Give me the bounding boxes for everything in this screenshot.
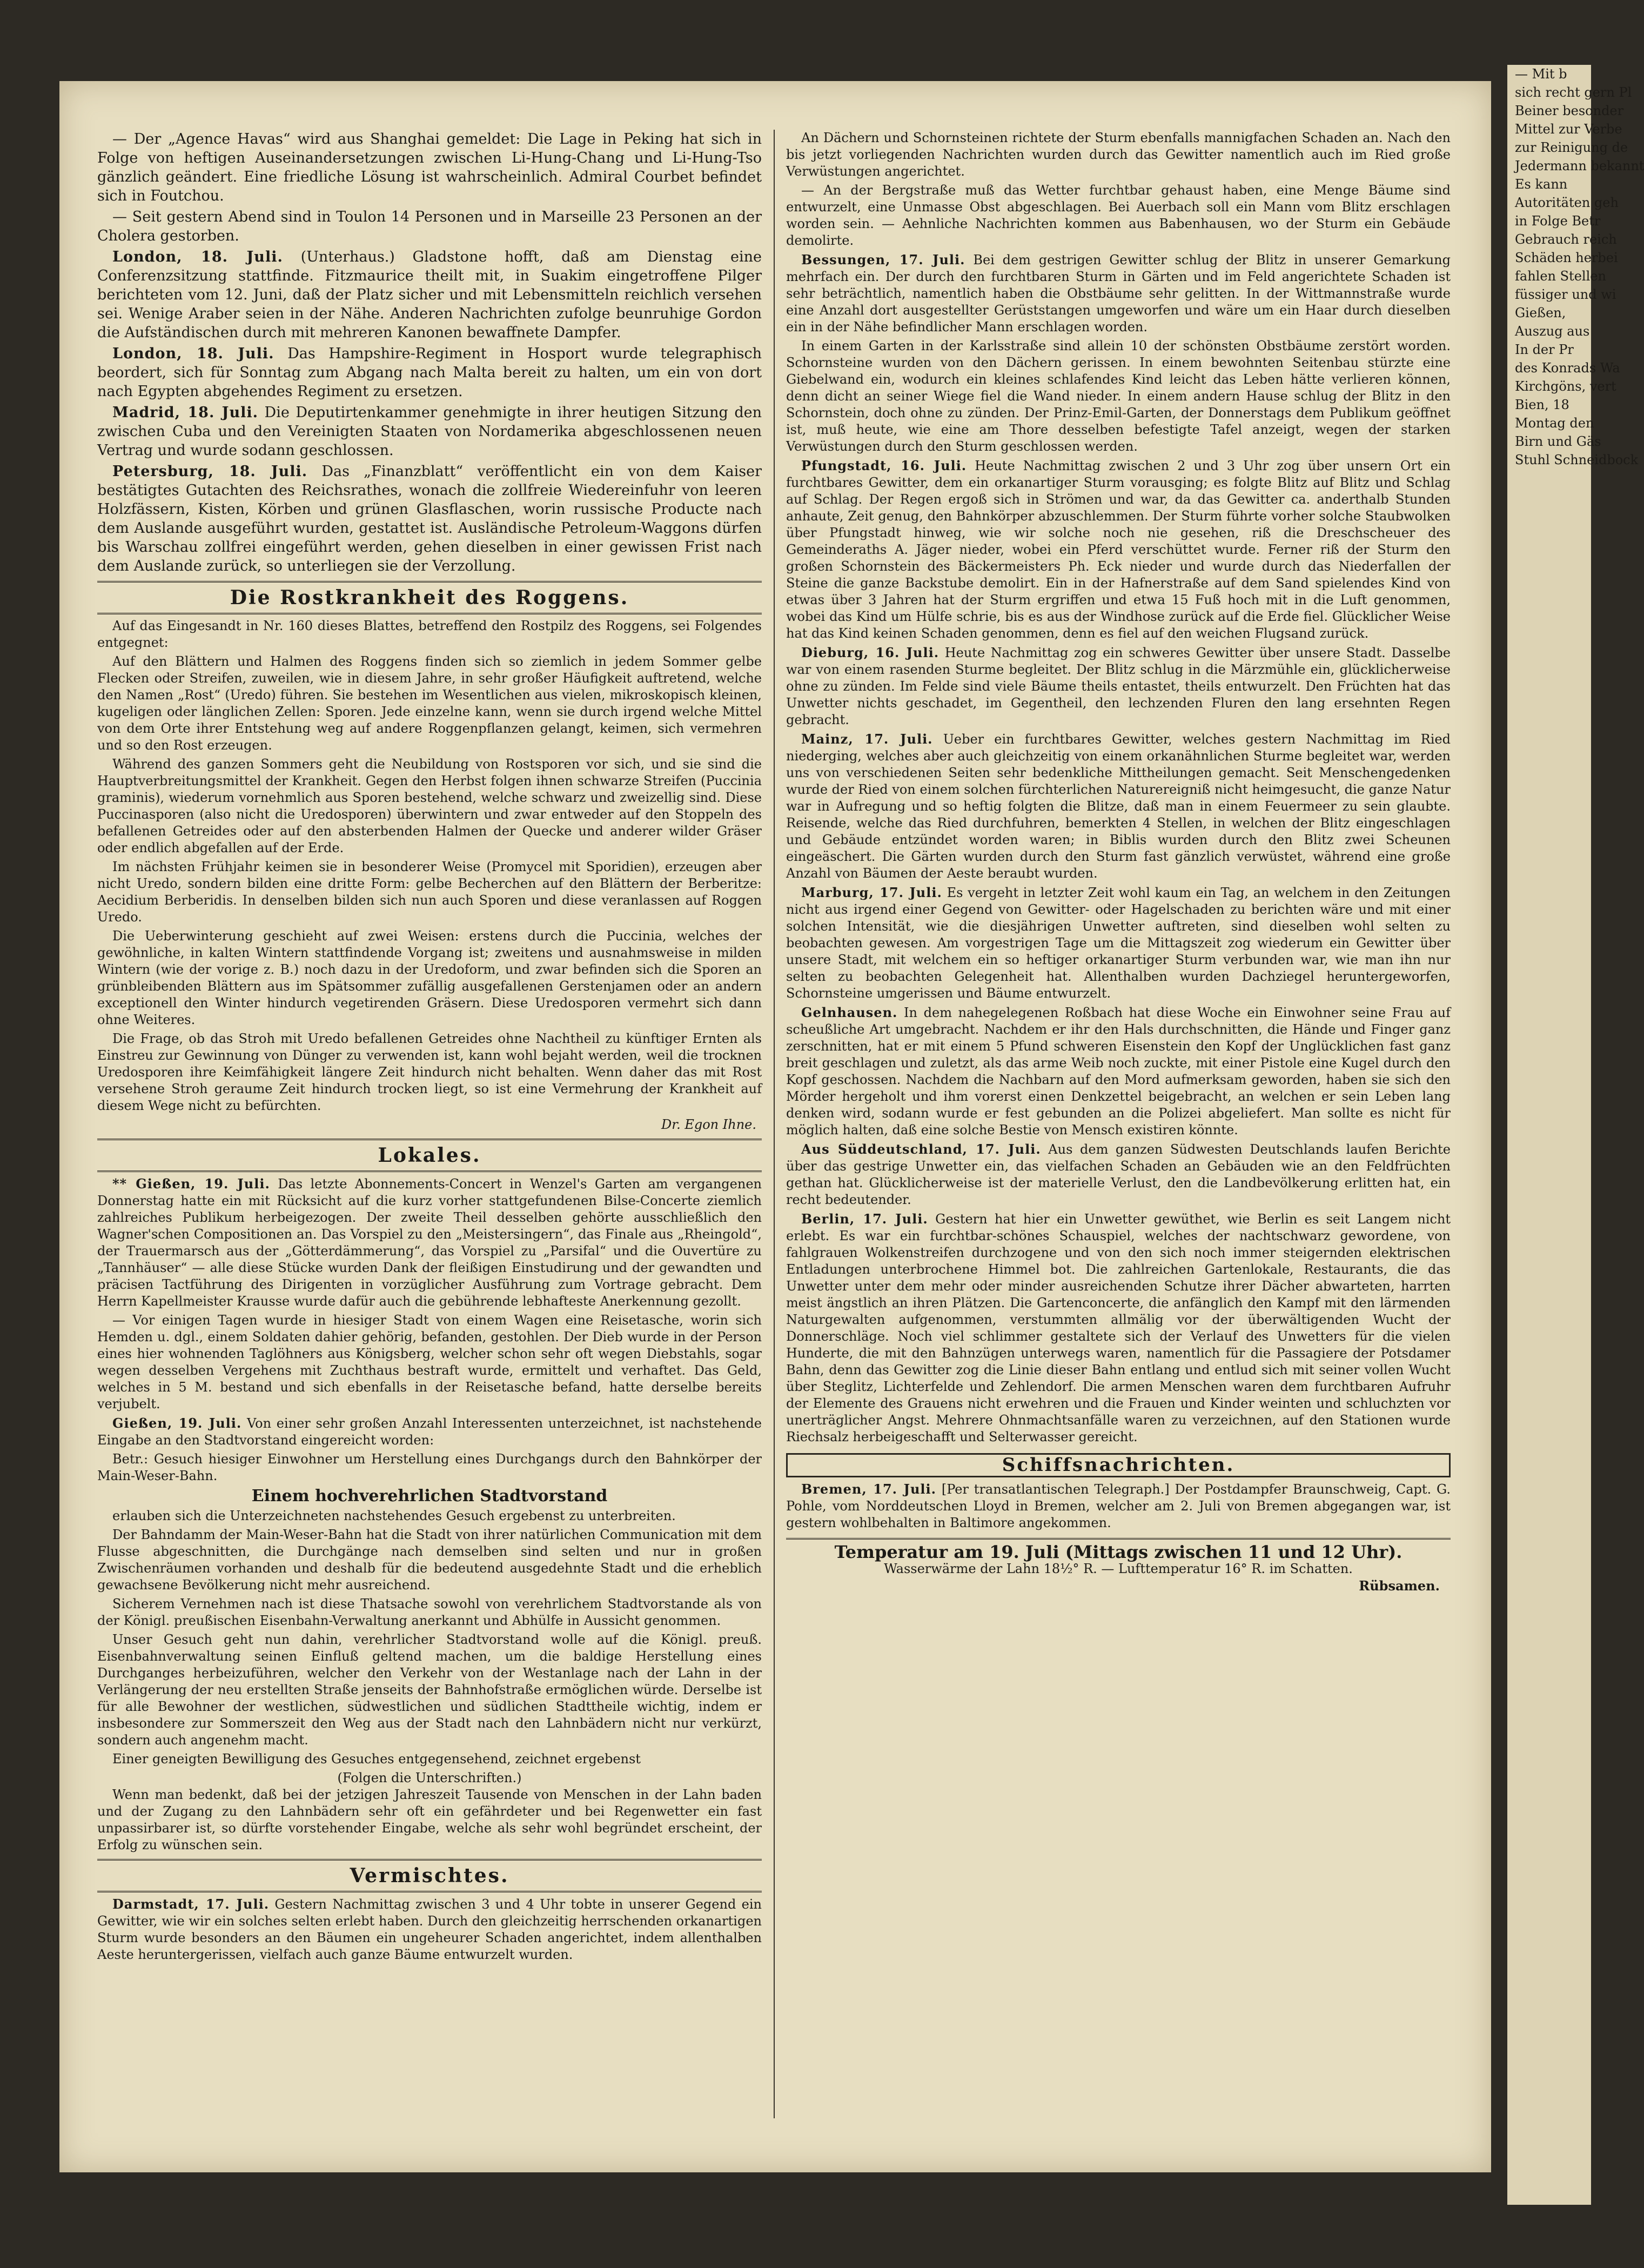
rost-heading: Die Rostkrankheit des Roggens.: [97, 581, 762, 614]
item-place: Dieburg, 16. Juli.: [801, 645, 940, 660]
rost-paragraph: Im nächsten Frühjahr keimen sie in besonderer Weise (Promycel mit Sporidien), erzeugen aber nicht Uredo, sondern bilden eine dritte Form: gelbe Becherchen auf den Blättern der Berberitze: Aecidium Berberidis. In denselben bilden sich nun auch Sporen und diese veranlassen auf Roggen Uredo.: [97, 859, 762, 925]
storm-report: [786, 251, 1451, 336]
item-place: Bessungen, 17. Juli.: [801, 252, 965, 267]
storm-intro: An Dächern und Schornsteinen richtete der Sturm ebenfalls mannigfachen Schaden an. Nach den bis jetzt vorliegenden Nachrichten wurden durch das Gewitter namentlich auch im Ried große Verwüstungen angerichtet.: [786, 130, 1451, 179]
adjacent-page-fragment: Beiner besonder: [1515, 103, 1624, 118]
item-text: In einem Garten in der Karlsstraße sind allein 10 der schönsten Obstbäume zerstört worden. Schornsteine wurden von den Dächern gerissen. In einem bewohnten Seitenbau stürzte eine Giebelwand ein, wodurch ein kleines schlafendes Kind leicht das Leben hätte verlieren können, denn dicht an seiner Wiege fiel die Wand nieder. In einem andern Hause schlug der Blitz in den Schornstein, doch ohne zu zünden. Der Prinz-Emil-Garten, der Donnerstags dem Publikum geöffnet ist, muß heute, wie eine am Thore desselben befestigte Tafel anzeigt, wegen der starken Verwüstungen durch den Sturm geschlossen werden.: [786, 338, 1451, 454]
item-text: — An der Bergstraße muß das Wetter furchtbar gehaust haben, eine Menge Bäume sind entwurzelt, eine Unmasse Obst abgeschlagen. Bei Auerbach soll ein Mann vom Blitz erschlagen worden sein. — Aehnliche Nachrichten kommen aus Babenhausen, wo der Sturm ein Gebäude demolirte.: [786, 183, 1451, 248]
temperature-signature: Rübsamen.: [1359, 1578, 1440, 1594]
item-text: Gestern hat hier ein Unwetter gewüthet, wie Berlin es seit Langem nicht erlebt. Es war ein furchtbar-schönes Schauspiel, welches der nachtschwarz gewordene, von fahlgrauen Wolkenstreifen durchzogene und von den sich noch immer steigernden elektrischen Entladungen unterbrochene Himmel bot. Die zahlreichen Gartenlokale, Restaurants, die das Unwetter unter dem mehr oder minder ausreichenden Schutze ihrer Dächer abwarteten, harrten meist ängstlich an ihren Plätzen. Die Gartenconcerte, die anfänglich den Kampf mit den lärmenden Naturgewalten aufgenommen, verstummten allmälig vor der überwältigenden Wucht der Donnerschläge. Noch viel schlimmer gestaltete sich der Verlauf des Unwetters für die vielen Hunderte, die mit den Bahnzügen unterwegs waren, namentlich für die Passagiere der Potsdamer Bahn, denn das Gewitter zog die Linie dieser Bahn entlang und entlud sich mit seiner vollen Wucht über Steglitz, Lichterfelde und Zehlendorf. Die armen Menschen waren dem furchtbaren Aufruhr der Elemente des Grauens nicht erwehren und die Frauen und Kinder weinten und schluchzten vor unerträglicher Angst. Mehrere Ohnmachtsanfälle waren zu verzeichnen, auf den Stationen wurde Riechsalz herbeigeschafft und Selterwasser gereicht.: [786, 1212, 1451, 1444]
theft-item: — Vor einigen Tagen wurde in hiesiger Stadt von einem Wagen eine Reisetasche, worin sich Hemden u. dgl., einem Soldaten dahier gehörig, befanden, gestohlen. Der Dieb wurde in der Person eines hier wohnenden Taglöhners aus Königsberg, welcher schon sehr oft wegen Diebstahls, sogar wegen desselben Vergehens mit Zuchthaus bestraft wurde, ermittelt und verhaftet. Das Geld, welches in 5 M. bestand und sich ebenfalls in der Reisetasche befand, hatte derselbe bereits verjubelt.: [97, 1313, 762, 1411]
vermischtes-heading: Vermischtes.: [97, 1859, 762, 1892]
petition-address: Einem hochverehrlichen Stadtvorstand: [251, 1487, 608, 1506]
item-place: Marburg, 17. Juli.: [801, 885, 942, 900]
item-place: Berlin, 17. Juli.: [801, 1211, 928, 1227]
adjacent-page-fragment: Jedermann bekannt: [1515, 158, 1644, 173]
adjacent-page-fragment: Mittel zur Verbe: [1515, 122, 1622, 137]
vermischtes-item: [97, 1896, 762, 1963]
petition-paragraph: Wenn man bedenkt, daß bei der jetzigen Jahreszeit Tausende von Menschen in der Lahn baden und der Zugang zu den Lahnbädern sehr oft ein gefährdeter und bei Regenwetter ein fast unpassirbarer ist, so dürfte vorstehender Eingabe, welche als sehr wohl begründet erscheint, der Erfolg zu wünschen sein.: [97, 1787, 762, 1852]
adjacent-page-fragment: Stuhl Schneidbock: [1515, 452, 1639, 467]
rost-paragraph: Auf den Blättern und Halmen des Roggens finden sich so ziemlich in jedem Sommer gelbe Flecken oder Streifen, zuweilen, wie in diesem Jahre, in sehr großer Häufigkeit auftretend, welche den Namen „Rost“ (Uredo) führen. Sie bestehen im Wesentlichen aus vielen, mikroskopisch kleinen, kugeligen oder länglichen Zellen: Sporen. Jede einzelne kann, wenn sie durch irgend welche Mittel von dem Orte ihrer Entstehung weg auf andere Roggenpflanzen gelangt, keimen, sich vermehren und so den Rost erzeugen.: [97, 654, 762, 753]
newspaper-page: [59, 81, 1491, 2172]
item-place: Bremen, 17. Juli.: [801, 1481, 936, 1497]
adjacent-page-fragment: fahlen Stellen: [1515, 269, 1606, 284]
petition-body: [97, 1508, 762, 1854]
temperature-heading: Temperatur am 19. Juli (Mittags zwischen 11 und 12 Uhr).: [786, 1538, 1451, 1561]
storm-report: [786, 884, 1451, 1002]
item-text: Das Hampshire-Regiment in Hosport wurde telegraphisch beordert, sich für Sonntag zum Abgang nach Malta bereit zu halten, um ein von dort nach Egypten abgehendes Regiment zu ersetzen.: [97, 345, 762, 400]
adjacent-page-fragment: Auszug aus: [1515, 324, 1590, 339]
rost-signature: Dr. Egon Ihne.: [661, 1117, 756, 1132]
storm-report: [786, 457, 1451, 642]
adjacent-page-fragment: Gebrauch reich: [1515, 232, 1617, 247]
signatures-note: (Folgen die Unterschriften.): [337, 1770, 522, 1785]
item-text: Heute Nachmittag zog ein schweres Gewitter über unsere Stadt. Dasselbe war von einem rasenden Sturme begleitet. Der Blitz schlug in die Märzmühle ein, glücklicherweise ohne zu zünden. Im Felde sind viele Bäume theils entastet, theils entwurzelt. Den Früchten hat das Unwetter nichts geschadet, im Gegentheil, den lechzenden Fluren den lang ersehnten Regen gebracht.: [786, 645, 1451, 727]
item-text: — Seit gestern Abend sind in Toulon 14 Personen und in Marseille 23 Personen an der Cholera gestorben.: [97, 209, 762, 244]
lokales-article: [97, 1175, 762, 1854]
petition-paragraph: erlauben sich die Unterzeichneten nachstehendes Gesuch ergebenst zu unterbreiten.: [112, 1508, 676, 1523]
adjacent-page-fragment: Kirchgöns, vert: [1515, 379, 1616, 394]
left-column: [97, 130, 762, 1965]
adjacent-page-fragment: Montag den: [1515, 416, 1594, 431]
adjacent-page-fragment: In der Pr: [1515, 342, 1574, 357]
news-item: [97, 344, 762, 401]
adjacent-page-fragment: zur Reinigung de: [1515, 140, 1628, 155]
news-item: [97, 462, 762, 576]
storm-report: [786, 731, 1451, 882]
petition-paragraph: Sicherem Vernehmen nach ist diese Thatsache sowohl von verehrlichem Stadtvorstande als von der Königl. preußischen Eisenbahn-Verwaltung anerkannt und Abhülfe in Aussicht genommen.: [97, 1596, 762, 1628]
adjacent-page-strip: [1507, 65, 1644, 2205]
petition-subject: Betr.: Gesuch hiesiger Einwohner um Herstellung eines Durchgangs durch den Bahnkörper der Main-Weser-Bahn.: [97, 1451, 762, 1483]
item-text: Heute Nachmittag zwischen 2 und 3 Uhr zog über unsern Ort ein furchtbares Gewitter, dem ein orkanartiger Sturm vorausging; es folgte Blitz auf Blitz und Schlag auf Schlag. Der Regen ergoß sich in Strömen und war, da das Gewitter ca. anderthalb Stunden anhaute, Zeit genug, den Bahnkörper abzuschlemmen. Der Sturm führte vorher solche Staubwolken über Pfungstadt hinweg, wie wir solche noch nie gesehen, riß die Dreschscheuer des Gemeinderaths A. Jäger nieder, wobei ein Pferd verschüttet wurde. Ferner riß der Sturm den großen Schornstein des Bäckermeisters Ph. Eck nieder und wurde durch das Niederfallen der Steine die ganze Backstube demolirt. Ein in der Hafnerstraße auf dem Sand spielendes Kind von etwas über 3 Jahren hat der Sturm ergriffen und etwa 15 Fuß hoch mit in die Luft genommen, wobei das Kind um Hülfe schrie, bis es aus der Windhose zurück auf die Erde fiel. Glücklicher Weise hat das Kind keinen Schaden genommen, denn es fiel auf den weichen Flugsand zurück.: [786, 458, 1451, 641]
petition-paragraph: Unser Gesuch geht nun dahin, verehrlicher Stadtvorstand wolle auf die Königl. preuß. Eisenbahnverwaltung seinen Einfluß geltend machen, um die baldige Herstellung eines Durchganges herbeizuführen, welcher den Verkehr von der Westanlage nach der Lahn in der Verlängerung der neu erstellten Straße jenseits der Bahnhofstraße ermöglichen würde. Derselbe ist für alle Bewohner der westlichen, südwestlichen und südlichen Stadttheile wichtig, indem er insbesondere zur Sommerszeit den Weg aus der Stadt nach den Lahnbädern nicht nur verkürzt, sondern auch angenehm macht.: [97, 1632, 762, 1748]
storm-list: [786, 182, 1451, 1446]
item-text: Aus dem ganzen Südwesten Deutschlands laufen Berichte über das gestrige Unwetter ein, das vielfachen Schaden an Gebäuden wie an den Feldfrüchten gethan hat. Glücklicherweise ist der materielle Verlust, den die Landbevölkerung erlitten hat, ein recht bedeutender.: [786, 1142, 1451, 1207]
item-place: Darmstadt, 17. Juli.: [112, 1896, 270, 1912]
petition-item: [97, 1415, 762, 1449]
item-place: Petersburg, 18. Juli.: [112, 463, 308, 480]
rost-article: [97, 618, 762, 1114]
adjacent-page-fragment: Birn und Gäs: [1515, 434, 1601, 449]
petition-paragraph: Der Bahndamm der Main-Weser-Bahn hat die Stadt von ihrer natürlichen Communication mit dem Flusse abgeschnitten, die Durchgänge nach demselben sind selten und nur in großen Zwischenräumen vorhanden und deshalb für die bedeutend ausgedehnte Stadt und die erheblich gewachsene Bevölkerung nicht mehr ausreichend.: [97, 1527, 762, 1593]
item-text: Gestern Nachmittag zwischen 3 und 4 Uhr tobte in unserer Gegend ein Gewitter, wie wir ein solches selten erlebt haben. Durch den gleichzeitig herrschenden orkanartigen Sturm wurde besonders an den Bäumen ein ungeheurer Schaden angerichtet, indem allenthalben Aeste heruntergerissen, vielfach auch ganze Bäume entwurzelt wurden.: [97, 1897, 762, 1962]
news-item: [97, 208, 762, 245]
item-text: Es vergeht in letzter Zeit wohl kaum ein Tag, an welchem in den Zeitungen nicht aus irgend einer Gegend von Gewitter- oder Hagelschaden zu berichten wäre und mit einer solchen Intensität, wie die diesjährigen Unwetter auftreten, sind dieselben wohl selten zu beobachten gewesen. Am vorgestrigen Tage um die Mittagszeit zog wiederum ein Gewitter über unsere Stadt, mit welchem ein so heftiger orkanartiger Sturm verbunden war, wie man ihn nur selten zu beobachten Gelegenheit hat. Allenthalben wurden Dachziegel heruntergeworfen, Schornsteine umgerissen und Bäume entwurzelt.: [786, 885, 1451, 1001]
item-place: Gelnhausen.: [801, 1005, 898, 1020]
news-item: [97, 403, 762, 460]
rost-paragraph: Die Frage, ob das Stroh mit Uredo befallenen Getreides ohne Nachtheil zu künftiger Ernten als Einstreu zur Gewinnung von Dünger zu verwenden ist, kann wohl bejaht werden, weil die trocknen Uredosporen ihre Keimfähigkeit längere Zeit hindurch nicht behalten. Wenn daher das mit Rost versehene Stroh geraume Zeit hindurch trocken liegt, so ist eine Vermehrung der Krankheit auf diesem Wege nicht zu befürchten.: [97, 1031, 762, 1113]
news-item: [97, 247, 762, 342]
column-divider: [774, 130, 775, 2118]
storm-report: [786, 338, 1451, 455]
adjacent-page-fragment: Gießen,: [1515, 305, 1566, 320]
adjacent-page-fragment: Es kann: [1515, 177, 1568, 192]
news-item: [97, 130, 762, 205]
adjacent-page-fragment: in Folge Betr: [1515, 213, 1601, 229]
item-text: — Der „Agence Havas“ wird aus Shanghai gemeldet: Die Lage in Peking hat sich in Folge von heftigen Auseinandersetzungen zwischen Li-Hung-Chang und Li-Hung-Tso gänzlich geändert. Eine friedliche Lösung ist wahrscheinlich. Admiral Courbet befindet sich in Foutchou.: [97, 131, 762, 204]
adjacent-page-fragment: des Konrads Wa: [1515, 360, 1620, 376]
item-place: Gießen, 19. Juli.: [112, 1415, 242, 1431]
rost-paragraph: Die Ueberwinterung geschieht auf zwei Weisen: erstens durch die Puccinia, welches der gewöhnliche, in kalten Wintern stattfindende Vorgang ist; zweitens und ausnahmsweise in milden Wintern (wie der vorige z. B.) noch dazu in der Uredoform, und zwar befinden sich die Sporen an grünbleibenden Blättern aus im Spätsommer zufällig ausgefallenen Gerstenjamen oder an andern exceptionell den Winter hindurch vegetirenden Gräsern. Diese Uredosporen vermehrt sich dann ohne Weiteres.: [97, 928, 762, 1027]
temperature-line: Wasserwärme der Lahn 18½° R. — Lufttemperatur 16° R. im Schatten.: [884, 1561, 1353, 1576]
petition-paragraph: Einer geneigten Bewilligung des Gesuches entgegensehend, zeichnet ergebenst: [112, 1751, 641, 1767]
rost-paragraph: Während des ganzen Sommers geht die Neubildung von Rostsporen vor sich, und sie sind die Hauptverbreitungsmittel der Krankheit. Gegen den Herbst folgen ihnen schwarze Streifen (Puccinia graminis), wiederum vornehmlich aus Sporen bestehend, welche schwarz und zweizellig sind. Diese Puccinasporen (also nicht die Uredosporen) überwintern und zwar entweder auf den Stoppeln des befallenen Getreides oder auf den absterbenden Halmen der Quecke und anderer wilder Gräser oder endlich abgefallen auf der Erde.: [97, 757, 762, 855]
lokales-heading: Lokales.: [97, 1139, 762, 1172]
item-place: London, 18. Juli.: [112, 249, 283, 265]
item-text: Das letzte Abonnements-Concert in Wenzel's Garten am vergangenen Donnerstag hatte ein mit Rücksicht auf die kurz vorher stattgefundenen Bilse-Concerte ziemlich zahlreiches Publikum herbeigezogen. Der zweite Theil desselben gehörte ausschließlich den Wagner'schen Compositionen an. Das Vorspiel zu den „Meistersingern“, das Finale aus „Rheingold“, der Trauermarsch aus der „Götterdämmerung“, das Vorspiel zu „Parsifal“ und die Ouvertüre zu „Tannhäuser“ — alle diese Stücke wurden Dank der fleißigen Einstudirung und der gewandten und präcisen Tactführung des Dirigenten in vorzüglicher Ausführung zum Vortrage gebracht. Dem Herrn Kapellmeister Krausse wurde dafür auch die gebührende lebhafteste Anerkennung gezollt.: [97, 1176, 762, 1309]
storm-report: [786, 182, 1451, 249]
item-place: Mainz, 17. Juli.: [801, 731, 933, 747]
adjacent-page-fragment: füssiger und wi: [1515, 287, 1616, 302]
storm-report: [786, 1141, 1451, 1208]
item-text: [Per transatlantischen Telegraph.] Der Postdampfer Braunschweig, Capt. G. Pohle, vom Norddeutschen Lloyd in Bremen, welcher am 2. Juli von Bremen abgegangen war, ist gestern wohlbehalten in Baltimore angekommen.: [786, 1482, 1451, 1530]
adjacent-page-fragment: Schäden herbei: [1515, 250, 1618, 265]
item-place: London, 18. Juli.: [112, 345, 274, 362]
item-text: Ueber ein furchtbares Gewitter, welches gestern Nachmittag im Ried niederging, welches aber auch gleichzeitig von einem orkanähnlichen Sturme begleitet war, werden uns von verschiedenen Seiten sehr bedenkliche Mittheilungen gemacht. Seit Menschengedenken wurde der Ried von einem solchen fürchterlichen Naturereigniß nicht heimgesucht, die ganze Natur war in Aufregung und so heftig folgten die Blitze, daß man in einem Feuermeer zu sein glaubte. Reisende, welche das Ried durchfuhren, bemerkten 4 Stellen, in welchen der Blitz eingeschlagen und Gebäude entzündet worden waren; in Biblis wurden durch den Blitz zwei Scheunen eingeäschert. Die Gärten wurden durch den Sturm fast gänzlich verwüstet, während eine große Anzahl von Bäumen der Aeste beraubt wurden.: [786, 732, 1451, 881]
news-list: [97, 130, 762, 576]
item-text: Von einer sehr großen Anzahl Interessenten unterzeichnet, ist nachstehende Eingabe an den Stadtvorstand eingereicht worden:: [97, 1416, 762, 1448]
item-place: Pfungstadt, 16. Juli.: [801, 458, 967, 473]
item-text: Bei dem gestrigen Gewitter schlug der Blitz in unserer Gemarkung mehrfach ein. Der durch den furchtbaren Sturm in Gärten und im Feld angerichtete Schaden ist sehr beträchtlich, namentlich haben die Obstbäume sehr gelitten. In der Wittmannstraße wurde eine Anzahl dort ausgestellter Gerüststangen umgeworfen und wäre um ein Haar durch dieselben ein in der Nähe befindlicher Mann erschlagen worden.: [786, 252, 1451, 334]
schiffsnachrichten-heading: Schiffsnachrichten.: [786, 1453, 1451, 1477]
item-text: Die Deputirtenkammer genehmigte in ihrer heutigen Sitzung den zwischen Cuba und den Vereinigten Staaten von Nordamerika abgeschlossenen neuen Vertrag und wurde sodann geschlossen.: [97, 404, 762, 459]
concert-item: [97, 1175, 762, 1310]
storm-report: [786, 1210, 1451, 1446]
item-place: Madrid, 18. Juli.: [112, 404, 259, 421]
item-text: In dem nahegelegenen Roßbach hat diese Woche ein Einwohner seine Frau auf scheußliche Art umgebracht. Nachdem er ihr den Hals durchschnitten, die Hände und Finger ganz zerschnitten, hat er mit einem 5 Pfund schweren Eisenstein den Kopf der Unglücklichen fast ganz breit geschlagen und zuletzt, als das arme Weib noch zuckte, mit einer Pistole eine Kugel durch den Kopf geschossen. Nachdem die Nachbarn auf den Mord aufmerksam geworden, haben sie sich den Mörder hergeholt und ihm vorerst einen Denkzettel beigebracht, an welchen er sein Leben lang denken wird, sodann wurde er fest gebunden an die Polizei abgeliefert. Man sollte es nicht für möglich halten, daß eine solche Bestie von Mensch existiren könnte.: [786, 1005, 1451, 1138]
item-text: Das „Finanzblatt“ veröffentlicht ein von dem Kaiser bestätigtes Gutachten des Reichsrathes, wonach die zollfreie Wiedereinfuhr von leeren Holzfässern, Kisten, Körben und grünen Glasflaschen, worin russische Producte nach dem Auslande ausgeführt wurden, gestattet ist. Ausländische Petroleum-Waggons dürfen bis Warschau zollfrei eingeführt werden, gehen dieselben in einer gewissen Frist nach dem Auslande zurück, so unterliegen sie der Verzollung.: [97, 463, 762, 574]
ship-item: [786, 1481, 1451, 1531]
adjacent-page-fragment: Bien, 18: [1515, 397, 1569, 412]
adjacent-page-fragment: — Mit b: [1515, 66, 1567, 82]
adjacent-page-fragment: sich recht gern Pl: [1515, 85, 1632, 100]
item-text: (Unterhaus.) Gladstone hofft, daß am Dienstag eine Conferenzsitzung stattfinde. Fitzmaurice theilt mit, in Suakim eingetroffene Pilger berichteten vom 12. Juni, daß der Platz sicher und mit Lebensmitteln reichlich versehen sei. Wenige Araber seien in der Nähe. Anderen Nachrichten zufolge beunruhige Gordon die Aufständischen durch mit mehreren Kanonen bewaffnete Dampfer.: [97, 249, 762, 341]
rost-paragraph: Auf das Eingesandt in Nr. 160 dieses Blattes, betreffend den Rostpilz des Roggens, sei Folgendes entgegnet:: [97, 618, 762, 650]
item-place: Aus Süddeutschland, 17. Juli.: [801, 1141, 1041, 1157]
storm-report: [786, 1004, 1451, 1139]
storm-report: [786, 644, 1451, 728]
item-place: ** Gießen, 19. Juli.: [112, 1176, 270, 1192]
right-column: [786, 130, 1451, 1594]
adjacent-page-fragment: Autoritäten geh: [1515, 195, 1619, 210]
